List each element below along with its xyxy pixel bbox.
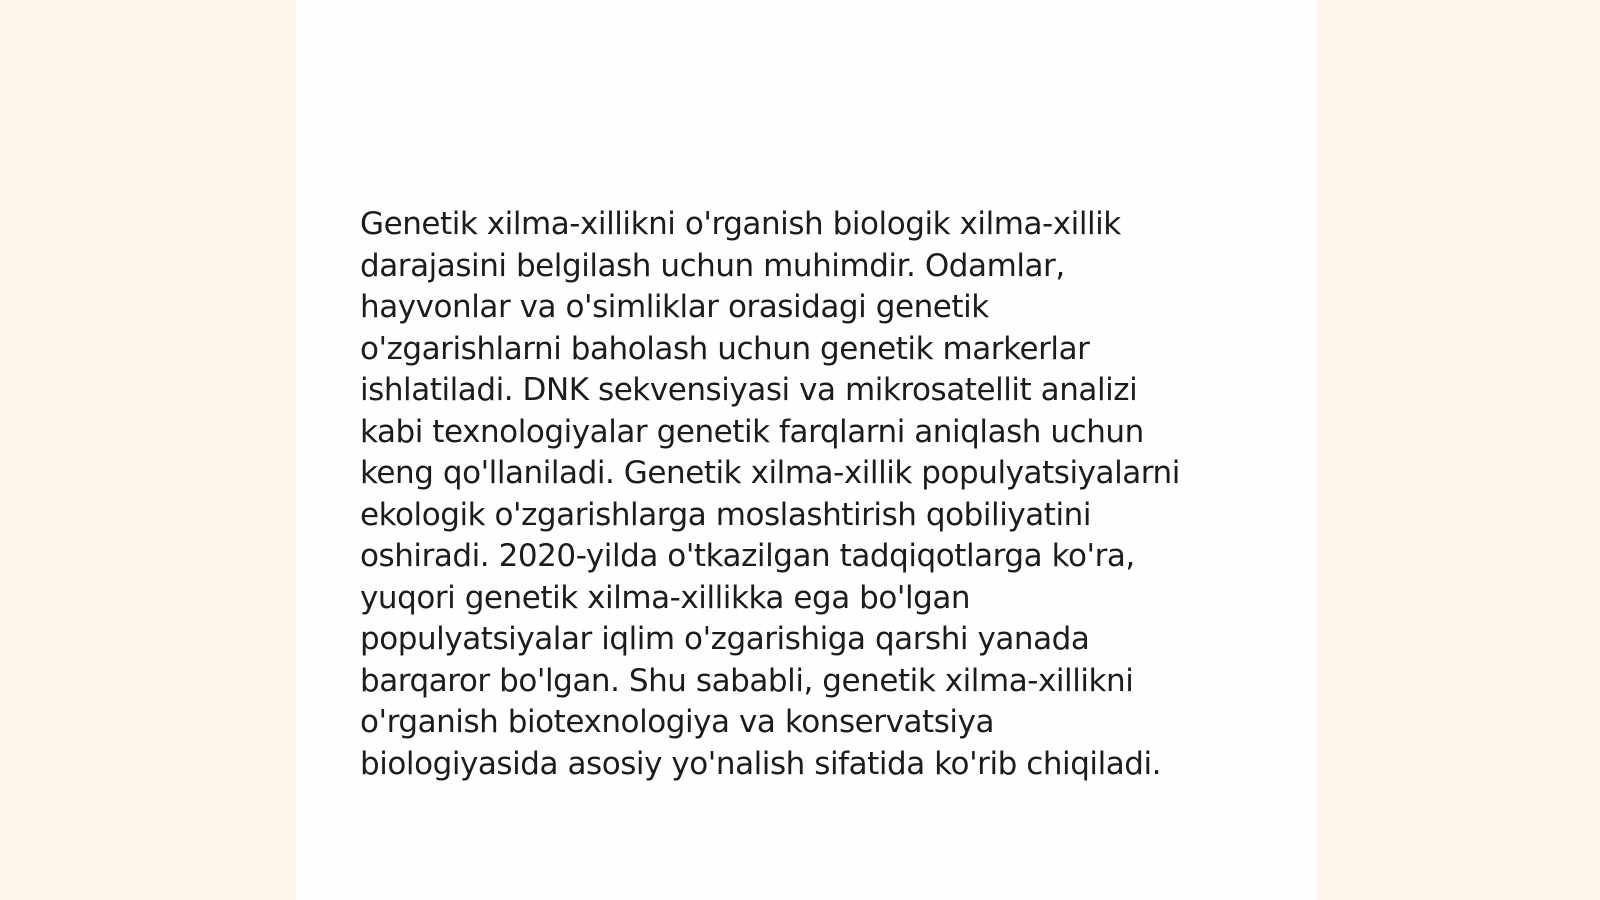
paragraph-line: darajasini belgilash uchun muhimdir. Odamlar, — [360, 247, 1065, 284]
paragraph-line: barqaror bo'lgan. Shu sababli, genetik xilma-xillikni — [360, 662, 1134, 699]
paragraph-line: yuqori genetik xilma-xillikka ega bo'lgan — [360, 579, 971, 616]
paragraph-line: populyatsiyalar iqlim o'zgarishiga qarshi yanada — [360, 621, 1090, 657]
paragraph-line: ishlatiladi. DNK sekvensiyasi va mikrosatellit analizi — [360, 372, 1138, 408]
document-page — [296, 0, 1318, 900]
paragraph-line: oshiradi. 2020-yilda o'tkazilgan tadqiqotlarga ko'ra, — [360, 538, 1135, 574]
paragraph-line: kabi texnologiyalar genetik farqlarni aniqlash uchun — [360, 413, 1144, 450]
paragraph-line: ekologik o'zgarishlarga moslashtirish qobiliyatini — [360, 496, 1092, 533]
paragraph-line: biologiyasida asosiy yo'nalish sifatida ko'rib chiqiladi. — [360, 745, 1162, 782]
paragraph-line: o'rganish biotexnologiya va konservatsiya — [360, 704, 995, 740]
paragraph-line: Genetik xilma-xillikni o'rganish biologik xilma-xillik — [360, 206, 1121, 242]
paragraph-line: o'zgarishlarni baholash uchun genetik markerlar — [360, 330, 1090, 367]
paragraph-line: hayvonlar va o'simliklar orasidagi genetik — [360, 289, 989, 325]
paragraph-line: keng qo'llaniladi. Genetik xilma-xillik populyatsiyalarni — [360, 455, 1180, 491]
body-paragraph — [360, 204, 1260, 785]
